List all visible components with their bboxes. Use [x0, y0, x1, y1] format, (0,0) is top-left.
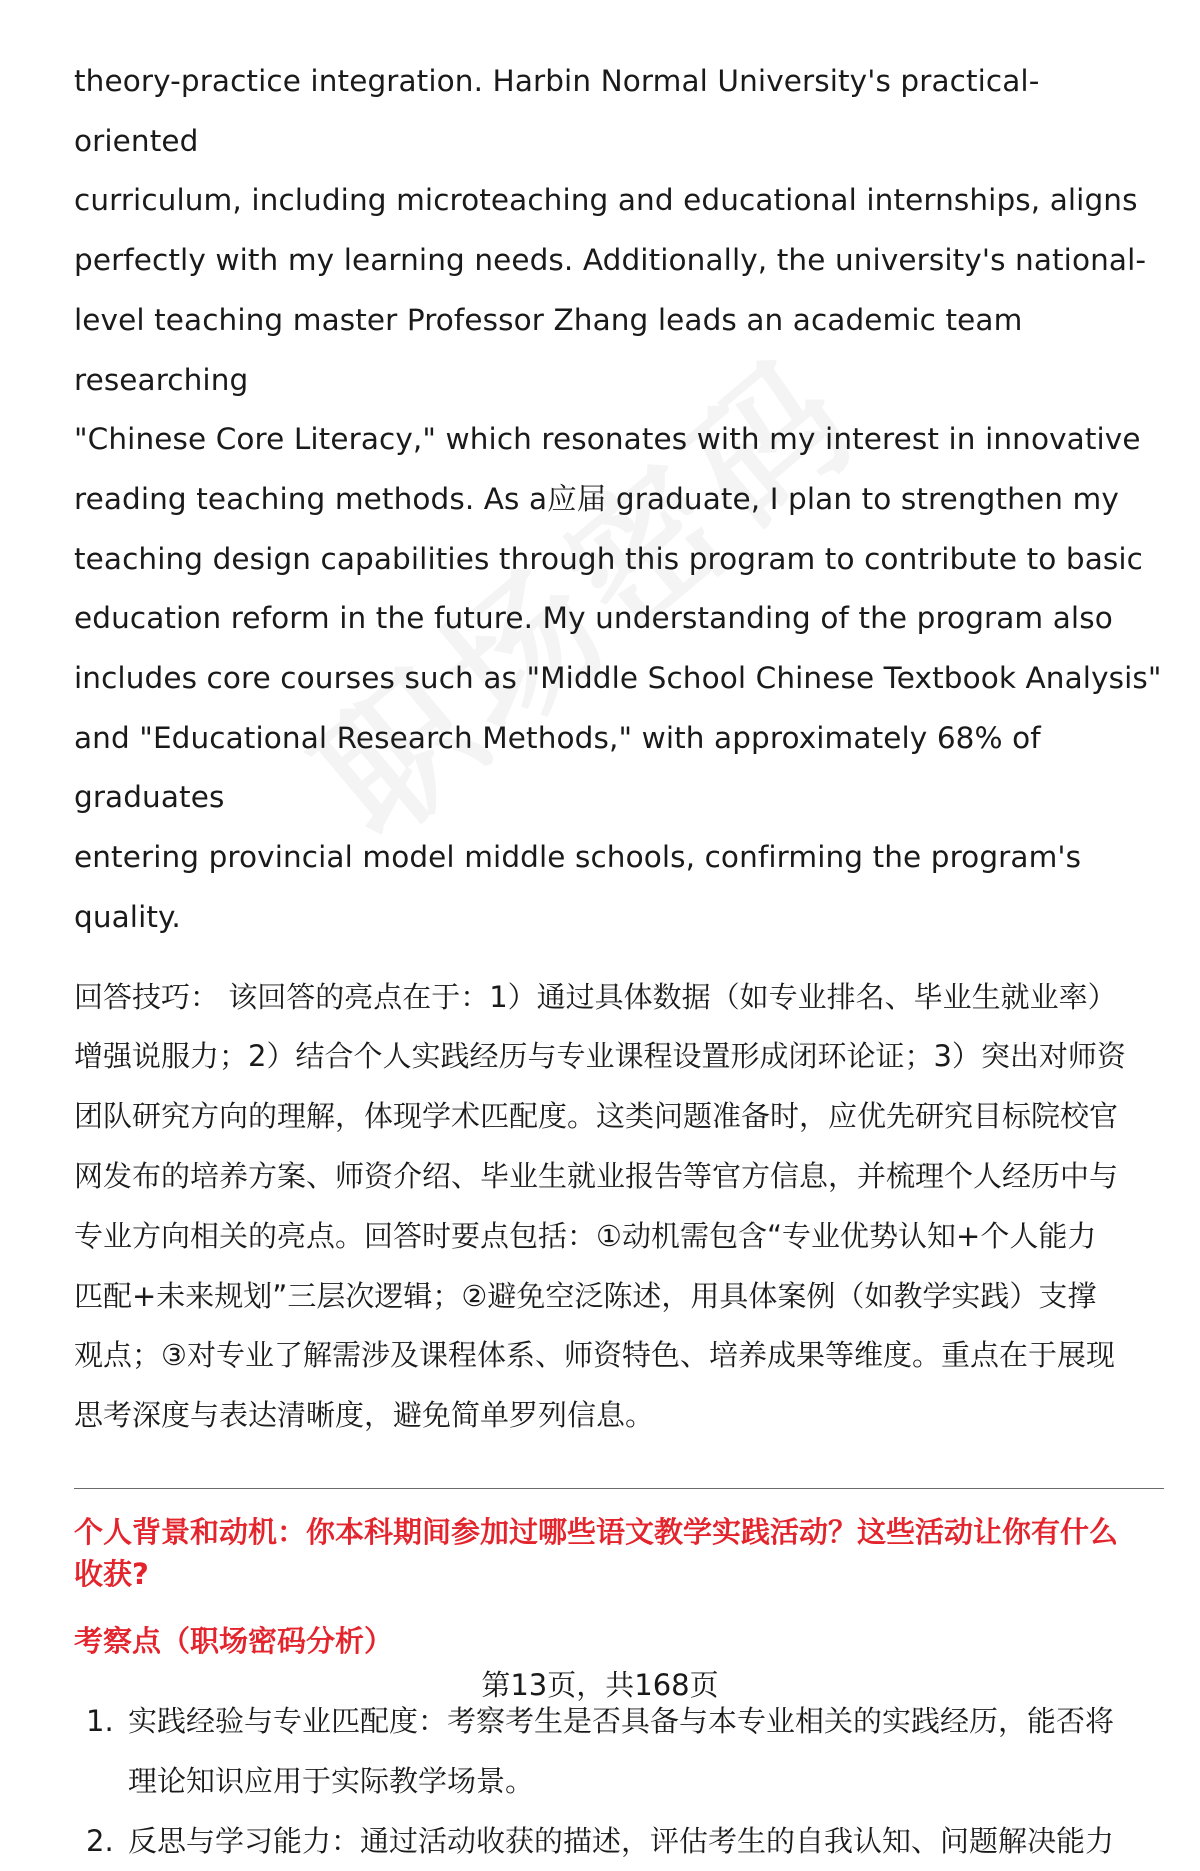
text-line: perfectly with my learning needs. Additionally, the university's national-	[74, 243, 1147, 278]
list-number: 2.	[86, 1823, 114, 1858]
page-content	[74, 52, 1164, 1871]
text-line: 团队研究方向的理解，体现学术匹配度。这类问题准备时，应优先研究目标院校官	[74, 1099, 1119, 1134]
text-line: teaching design capabilities through this program to contribute to basic	[74, 541, 1143, 576]
english-answer-paragraph	[74, 52, 1164, 948]
text-line: 匹配+未来规划”三层次逻辑；②避免空泛陈述，用具体案例（如教学实践）支撑	[74, 1278, 1097, 1313]
text-line: education reform in the future. My understanding of the program also	[74, 601, 1113, 636]
text-line: level teaching master Professor Zhang leads an academic team researching	[74, 302, 1023, 397]
text-line: theory-practice integration. Harbin Normal University's practical-oriented	[74, 64, 1040, 158]
text-line: 专业方向相关的亮点。回答时要点包括：①动机需包含“专业优势认知+个人能力	[74, 1218, 1097, 1253]
section-divider	[74, 1488, 1164, 1489]
page-number-footer: 第13页，共168页	[481, 1668, 719, 1702]
text-line: 网发布的培养方案、师资介绍、毕业生就业报告等官方信息，并梳理个人经历中与	[74, 1158, 1119, 1193]
text-line: "Chinese Core Literacy," which resonates with my interest in innovative	[74, 422, 1141, 457]
text-line: 思考深度与表达清晰度，避免简单罗列信息。	[74, 1398, 655, 1433]
text-line: 个人背景和动机：你本科期间参加过哪些语文教学实践活动？这些活动让你有什么	[74, 1514, 1119, 1549]
text-line: 收获?	[74, 1556, 149, 1591]
text-line: 观点；③对专业了解需涉及课程体系、师资特色、培养成果等维度。重点在于展现	[74, 1338, 1115, 1373]
assessment-points-title: 考察点（职场密码分析）	[74, 1623, 394, 1658]
assessment-points-list	[74, 1691, 1164, 1871]
list-item	[74, 1691, 1164, 1811]
text-line: 回答技巧： 该回答的亮点在于：1）通过具体数据（如专业排名、毕业生就业率）	[74, 979, 1117, 1014]
text-line: 实践经验与专业匹配度：考察考生是否具备与本专业相关的实践经历，能否将	[128, 1703, 1115, 1738]
text-line: 理论知识应用于实际教学场景。	[128, 1763, 535, 1798]
text-line: reading teaching methods. As a应届 graduate, I plan to strengthen my	[74, 481, 1119, 516]
text-line: curriculum, including microteaching and educational internships, aligns	[74, 183, 1138, 218]
text-line: 反思与学习能力：通过活动收获的描述，评估考生的自我认知、问题解决能力	[128, 1823, 1115, 1858]
list-item	[74, 1811, 1164, 1871]
question-heading	[74, 1511, 1164, 1595]
text-line: 增强说服力；2）结合个人实践经历与专业课程设置形成闭环论证；3）突出对师资	[74, 1039, 1126, 1074]
text-line: includes core courses such as "Middle School Chinese Textbook Analysis"	[74, 661, 1162, 696]
answer-tips-paragraph	[74, 968, 1164, 1446]
text-line: entering provincial model middle schools, confirming the program's quality.	[74, 840, 1082, 934]
text-line: and "Educational Research Methods," with approximately 68% of graduates	[74, 720, 1041, 815]
list-number: 1.	[86, 1703, 114, 1738]
